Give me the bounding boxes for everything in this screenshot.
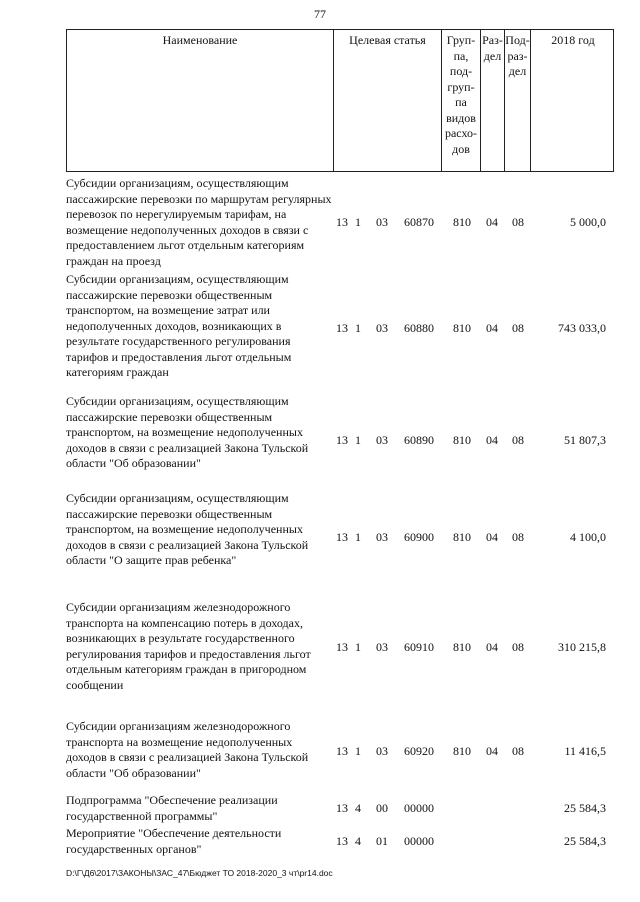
target-subprogram: 4 xyxy=(355,834,361,848)
amount-2018: 25 584,3 xyxy=(564,801,606,815)
subsection-code: 08 xyxy=(512,640,524,654)
target-program: 13 xyxy=(336,834,348,848)
table-row xyxy=(66,826,614,858)
target-direction: 60890 xyxy=(404,433,434,447)
amount-2018: 4 100,0 xyxy=(570,530,606,544)
target-event: 03 xyxy=(376,530,388,544)
subsection-code: 08 xyxy=(512,433,524,447)
target-direction: 60900 xyxy=(404,530,434,544)
table-row xyxy=(66,793,614,825)
section-code: 04 xyxy=(486,433,498,447)
subsection-code: 08 xyxy=(512,530,524,544)
table-header xyxy=(66,29,614,172)
table-row xyxy=(66,176,614,269)
section-code: 04 xyxy=(486,215,498,229)
expense-group: 810 xyxy=(453,433,471,447)
target-event: 03 xyxy=(376,640,388,654)
amount-2018: 743 033,0 xyxy=(558,321,606,335)
target-direction: 60880 xyxy=(404,321,434,335)
target-subprogram: 1 xyxy=(355,744,361,758)
amount-2018: 25 584,3 xyxy=(564,834,606,848)
target-direction: 60870 xyxy=(404,215,434,229)
target-event: 03 xyxy=(376,433,388,447)
table-row xyxy=(66,600,614,696)
table-row xyxy=(66,272,614,386)
target-subprogram: 1 xyxy=(355,433,361,447)
expense-group: 810 xyxy=(453,321,471,335)
row-name: Субсидии организациям, осуществляющим пассажирские перевозки общественным транспортом, на возмещение затрат или недополученных доходов, возникающих в результате государственного регулирования тарифов и предоставления льгот отдельным категориям граждан xyxy=(66,272,292,379)
section-code: 04 xyxy=(486,744,498,758)
target-direction: 60910 xyxy=(404,640,434,654)
target-program: 13 xyxy=(336,640,348,654)
row-name: Субсидии организациям железнодорожного транспорта на компенсацию потерь в доходах, возникающих в результате государственного регулирования тарифов и предоставления льгот отдельным категориям граждан в пригородном сообщении xyxy=(66,600,311,692)
subsection-code: 08 xyxy=(512,321,524,335)
target-event: 01 xyxy=(376,834,388,848)
expense-group: 810 xyxy=(453,640,471,654)
expense-group: 810 xyxy=(453,530,471,544)
row-name: Субсидии организациям, осуществляющим пассажирские перевозки общественным транспортом, на возмещение недополученных доходов в связи с реализацией Закона Тульской области "Об образовании" xyxy=(66,394,309,470)
table-row xyxy=(66,719,614,784)
section-code: 04 xyxy=(486,530,498,544)
amount-2018: 51 807,3 xyxy=(564,433,606,447)
expense-group: 810 xyxy=(453,744,471,758)
header-subsection: Под- раз- дел xyxy=(505,30,531,171)
subsection-code: 08 xyxy=(512,215,524,229)
target-program: 13 xyxy=(336,744,348,758)
target-event: 00 xyxy=(376,801,388,815)
target-subprogram: 1 xyxy=(355,215,361,229)
target-program: 13 xyxy=(336,215,348,229)
target-direction: 00000 xyxy=(404,801,434,815)
target-program: 13 xyxy=(336,801,348,815)
target-program: 13 xyxy=(336,530,348,544)
target-subprogram: 4 xyxy=(355,801,361,815)
header-name: Наименование xyxy=(67,30,334,171)
amount-2018: 5 000,0 xyxy=(570,215,606,229)
row-name: Подпрограмма "Обеспечение реализации государственной программы" xyxy=(66,793,278,823)
amount-2018: 11 416,5 xyxy=(564,744,606,758)
target-direction: 60920 xyxy=(404,744,434,758)
target-subprogram: 1 xyxy=(355,530,361,544)
amount-2018: 310 215,8 xyxy=(558,640,606,654)
row-name: Субсидии организациям железнодорожного транспорта на возмещение недополученных доходов в связи с реализацией Закона Тульской области "Об образовании" xyxy=(66,719,309,780)
table-row xyxy=(66,491,614,585)
target-event: 03 xyxy=(376,744,388,758)
target-direction: 00000 xyxy=(404,834,434,848)
file-path-footer: D:\Г\Д6\2017\ЗАКОНЫ\ЗАС_47\Бюджет ТО 2018-2020_3 чт\pr14.doc xyxy=(66,868,333,878)
target-event: 03 xyxy=(376,321,388,335)
section-code: 04 xyxy=(486,640,498,654)
target-program: 13 xyxy=(336,433,348,447)
section-code: 04 xyxy=(486,321,498,335)
row-name: Субсидии организациям, осуществляющим пассажирские перевозки по маршрутам регулярных перевозок по нерегулируемым тарифам, на возмещение недополученных доходов в связи с предоставлением льгот отдельным категориям граждан на проезд xyxy=(66,176,332,268)
row-name: Мероприятие "Обеспечение деятельности государственных органов" xyxy=(66,826,282,856)
page-number: 77 xyxy=(314,7,326,21)
target-event: 03 xyxy=(376,215,388,229)
header-target: Целевая статья xyxy=(334,30,442,171)
target-subprogram: 1 xyxy=(355,640,361,654)
header-group: Груп- па, под- груп- па видов расхо- дов xyxy=(442,30,481,171)
expense-group: 810 xyxy=(453,215,471,229)
target-program: 13 xyxy=(336,321,348,335)
header-section: Раз- дел xyxy=(481,30,505,171)
subsection-code: 08 xyxy=(512,744,524,758)
header-year: 2018 год xyxy=(551,33,595,47)
table-row xyxy=(66,394,614,488)
target-subprogram: 1 xyxy=(355,321,361,335)
row-name: Субсидии организациям, осуществляющим пассажирские перевозки общественным транспортом, на возмещение недополученных доходов в связи с реализацией Закона Тульской области "О защите прав ребенка" xyxy=(66,491,309,567)
